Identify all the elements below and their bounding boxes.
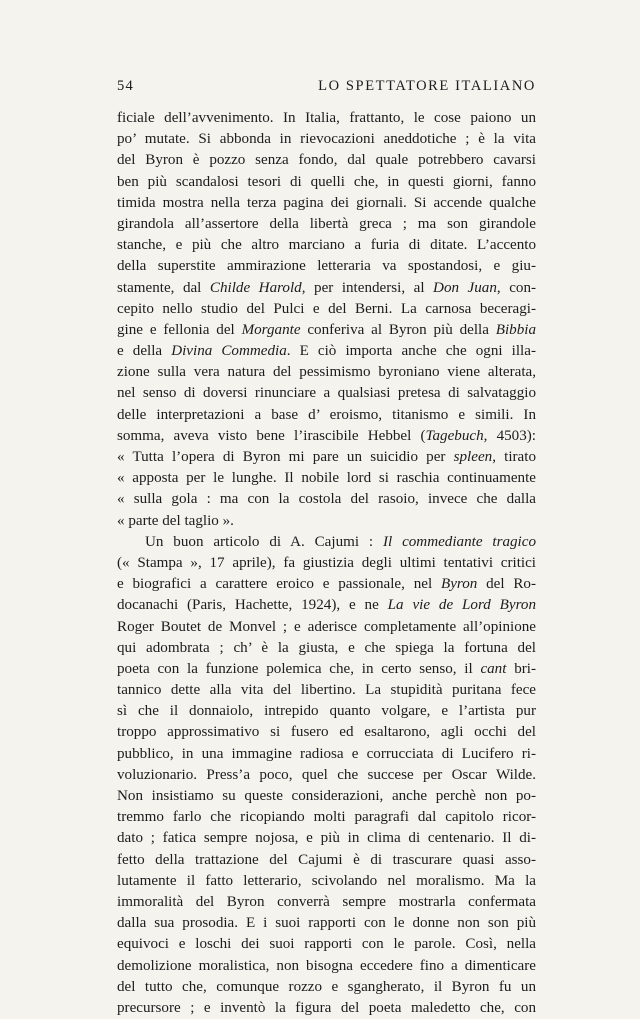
text-line: immoralità del Byron converrà sempre mostrarla confermata — [117, 893, 536, 910]
text-line: tannico dette alla vita del libertino. La stupidità puritana fece — [117, 682, 536, 699]
text-line: dato ; fatica sempre nojosa, e più in clima di centenario. Il di- — [117, 830, 536, 847]
page-number: 54 — [117, 78, 134, 94]
text-line: poeta con la funzione polemica che, in certo senso, il cant bri- — [117, 660, 536, 677]
text-line: pubblico, in una immagine radiosa e corrucciata di Lucifero ri- — [117, 745, 536, 762]
text-line: zione sulla vera natura del pessimismo byroniano viene alterata, — [117, 364, 536, 381]
text-line: girandola all’assertore della libertà greca ; ma son girandole — [117, 215, 536, 232]
text-line: « sulla gola : ma con la costola del rasoio, invece che dalla — [117, 491, 536, 508]
text-line: della superstite ammirazione letteraria va spostandosi, e giu- — [117, 258, 536, 275]
text-line: fetto della trattazione del Cajumi è di trascurare quasi asso- — [117, 851, 536, 868]
text-line: stamente, dal Childe Harold, per intendersi, al Don Juan, con- — [117, 279, 537, 296]
text-line: e della Divina Commedia. E ciò importa anche che ogni illa- — [117, 343, 536, 360]
text-line: troppo approssimativo si fusero ed esaltarono, agli occhi del — [117, 724, 536, 741]
text-line: po’ mutate. Si abbonda in rievocazioni aneddotiche ; è la vita — [117, 131, 536, 148]
body-text — [117, 108, 536, 1019]
text-line: del Byron è pozzo senza fondo, dal quale potrebbero cavarsi — [117, 152, 536, 169]
text-line: del tutto che, comunque rozzo e sgangherato, il Byron fu un — [117, 978, 536, 995]
text-line: ben più scandalosi tesori di quelli che, in questi giorni, fanno — [117, 173, 536, 190]
text-line: Roger Boutet de Monvel ; e aderisce completamente all’opinione — [117, 618, 536, 635]
text-line: qui adombrata ; ch’ è la giusta, e che spiega la fortuna del — [117, 639, 536, 656]
text-line: equivoci e loschi dei suoi rapporti con le parole. Così, nella — [117, 936, 536, 953]
running-header — [117, 78, 536, 98]
text-line: e biografici a carattere eroico e passionale, nel Byron del Ro- — [117, 576, 536, 593]
text-line: nel senso di doversi rinunciare a qualsiasi pretesa di salvataggio — [117, 385, 536, 402]
text-line: precursore ; e inventò la figura del poeta maledetto che, con — [117, 999, 536, 1016]
text-line: lutamente il fatto letterario, scivolando nel moralismo. Ma la — [117, 872, 536, 889]
text-line: docanachi (Paris, Hachette, 1924), e ne La vie de Lord Byron — [117, 597, 536, 614]
text-line: Non insistiamo su queste considerazioni, anche perchè non po- — [117, 788, 536, 804]
text-line: « parte del taglio ». — [117, 512, 234, 529]
text-line: « apposta per le lunghe. Il nobile lord si raschia continuamente — [117, 470, 536, 487]
text-line: somma, aveva visto bene l’irascibile Hebbel (Tagebuch, 4503): — [117, 427, 536, 444]
text-line: (« Stampa », 17 aprile), fa giustizia degli ultimi tentativi critici — [117, 554, 536, 571]
text-line: gine e fellonia del Morgante conferiva al Byron più della Bibbia — [117, 321, 537, 338]
text-line: sì che il donnaiolo, intrepido quanto volgare, e l’artista pur — [117, 703, 536, 720]
running-title: LO SPETTATORE ITALIANO — [318, 78, 536, 94]
text-line: Un buon articolo di A. Cajumi : Il commediante tragico — [145, 533, 536, 550]
text-line: ficiale dell’avvenimento. In Italia, frattanto, le cose paiono un — [117, 110, 536, 126]
text-line: timida mostra nella terza pagina dei giornali. Si accende qualche — [117, 194, 536, 211]
text-line: dalla sua prosodia. E i suoi rapporti con le donne non son più — [117, 915, 536, 932]
text-line: voluzionario. Press’a poco, quel che succese per Oscar Wilde. — [117, 766, 536, 783]
text-line: « Tutta l’opera di Byron mi pare un suicidio per spleen, tirato — [117, 449, 536, 465]
text-line: cepito nello studio del Pulci e del Berni. La carnosa beceragi- — [117, 300, 536, 317]
text-line: stanche, e più che altro marciano a furia di ditate. L’accento — [117, 237, 536, 254]
text-line: delle interpretazioni a base d’ eroismo, titanismo e simili. In — [117, 406, 536, 423]
text-line: demolizione moralistica, non bisogna eccedere fino a dimenticare — [117, 957, 536, 974]
text-line: tremmo farlo che ricopiando molti paragrafi dal capitolo ricor- — [117, 809, 536, 826]
